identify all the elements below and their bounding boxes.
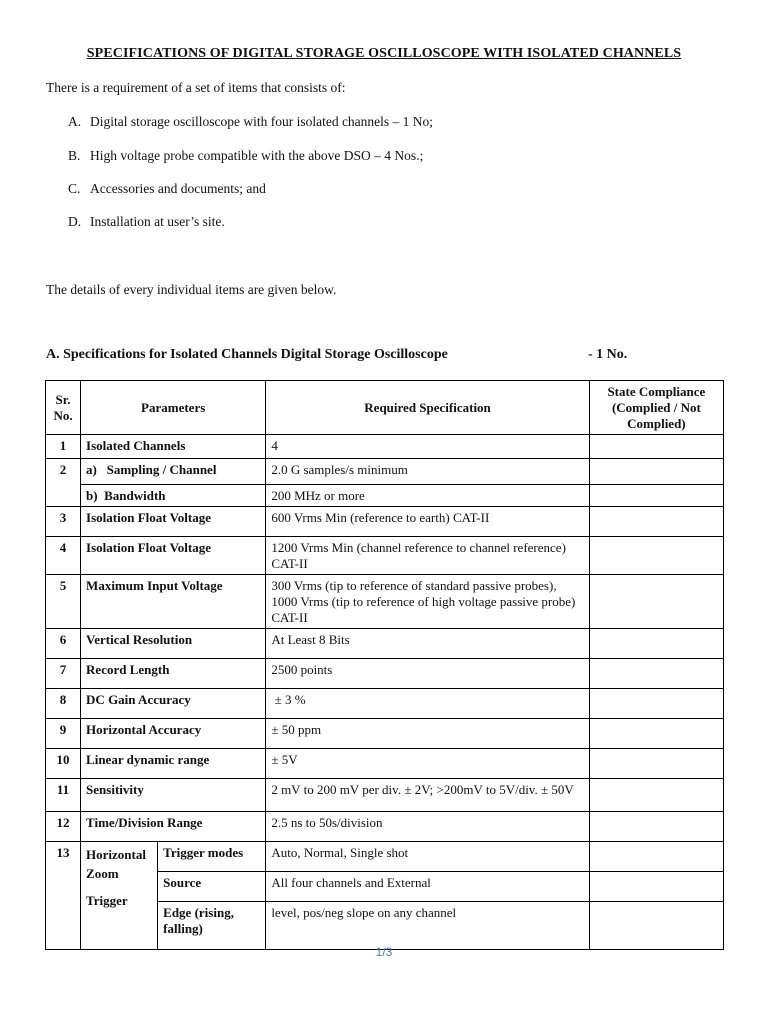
row-specification: 600 Vrms Min (reference to earth) CAT-II xyxy=(266,507,589,537)
table-row xyxy=(46,689,724,719)
row-sub-parameter: Edge (rising, falling) xyxy=(158,902,266,950)
row-sub-parameter: Source xyxy=(158,872,266,902)
row-specification: ± 5V xyxy=(266,749,589,779)
intro-text: There is a requirement of a set of items that consists of: xyxy=(46,80,346,95)
page-number: 1/3 xyxy=(375,945,393,959)
row-specification: At Least 8 Bits xyxy=(266,629,589,659)
table-row xyxy=(46,812,724,842)
table-row xyxy=(46,779,724,812)
requirement-item xyxy=(68,214,225,230)
row-sr-no: 3 xyxy=(46,507,81,537)
row-compliance-cell[interactable] xyxy=(589,872,723,902)
table-row xyxy=(46,629,724,659)
row-compliance-cell[interactable] xyxy=(589,689,723,719)
row-compliance-cell[interactable] xyxy=(589,719,723,749)
requirement-text: Digital storage oscilloscope with four isolated channels – 1 No; xyxy=(90,114,434,129)
table-row xyxy=(46,659,724,689)
row-specification: Auto, Normal, Single shot xyxy=(266,842,589,872)
requirement-item xyxy=(68,114,433,130)
row-compliance-cell[interactable] xyxy=(589,779,723,812)
row-sr-no: 1 xyxy=(46,435,81,459)
row-specification: 200 MHz or more xyxy=(266,485,589,507)
row-specification: 2.5 ns to 50s/division xyxy=(266,812,589,842)
group-label-zoom: Horizontal Zoom xyxy=(86,847,146,881)
table-row xyxy=(46,749,724,779)
row-parameter-group xyxy=(81,842,158,950)
table-row xyxy=(46,719,724,749)
row-compliance-cell[interactable] xyxy=(589,659,723,689)
section-quantity: - 1 No. xyxy=(588,347,628,362)
table-row xyxy=(46,459,724,485)
row-parameter: b) Bandwidth xyxy=(81,485,266,507)
row-sr-no: 5 xyxy=(46,575,81,629)
row-sr-no: 12 xyxy=(46,812,81,842)
table-row xyxy=(46,537,724,575)
row-specification: 300 Vrms (tip to reference of standard passive probes), 1000 Vrms (tip to reference of high voltage passive probe) CAT-II xyxy=(266,575,589,629)
row-parameter: Vertical Resolution xyxy=(81,629,266,659)
row-compliance-cell[interactable] xyxy=(589,537,723,575)
row-parameter: Time/Division Range xyxy=(81,812,266,842)
table-row xyxy=(46,485,724,507)
header-sr-no: Sr. No. xyxy=(46,381,81,435)
row-compliance-cell[interactable] xyxy=(589,902,723,950)
row-parameter: Maximum Input Voltage xyxy=(81,575,266,629)
row-sr-no: 11 xyxy=(46,779,81,812)
row-specification: All four channels and External xyxy=(266,872,589,902)
requirement-text: High voltage probe compatible with the above DSO – 4 Nos.; xyxy=(90,148,424,163)
row-compliance-cell[interactable] xyxy=(589,629,723,659)
row-sr-no: 6 xyxy=(46,629,81,659)
row-specification: 2500 points xyxy=(266,659,589,689)
requirement-item xyxy=(68,148,423,164)
row-specification: ± 50 ppm xyxy=(266,719,589,749)
row-compliance-cell[interactable] xyxy=(589,812,723,842)
requirement-letter: D. xyxy=(68,214,82,229)
row-specification: 1200 Vrms Min (channel reference to channel reference) CAT-II xyxy=(266,537,589,575)
table-row xyxy=(46,575,724,629)
specification-table xyxy=(45,380,724,950)
table-row xyxy=(46,435,724,459)
row-compliance-cell[interactable] xyxy=(589,749,723,779)
header-parameters: Parameters xyxy=(81,381,266,435)
row-sr-no: 4 xyxy=(46,537,81,575)
row-specification: ± 3 % xyxy=(266,689,589,719)
row-compliance-cell[interactable] xyxy=(589,459,723,485)
row-compliance-cell[interactable] xyxy=(589,507,723,537)
row-parameter: Isolated Channels xyxy=(81,435,266,459)
row-specification: 2 mV to 200 mV per div. ± 2V; >200mV to 5V/div. ± 50V xyxy=(266,779,589,812)
row-parameter: a) Sampling / Channel xyxy=(81,459,266,485)
section-heading: A. Specifications for Isolated Channels Digital Storage Oscilloscope xyxy=(46,347,448,362)
row-specification: level, pos/neg slope on any channel xyxy=(266,902,589,950)
row-parameter: Sensitivity xyxy=(81,779,266,812)
requirement-letter: B. xyxy=(68,148,81,163)
row-compliance-cell[interactable] xyxy=(589,842,723,872)
row-sub-parameter: Trigger modes xyxy=(158,842,266,872)
group-label-trigger: Trigger xyxy=(86,893,128,908)
row-parameter: Record Length xyxy=(81,659,266,689)
table-row xyxy=(46,507,724,537)
row-specification: 4 xyxy=(266,435,589,459)
requirement-text: Installation at user’s site. xyxy=(90,214,225,229)
row-sr-no: 8 xyxy=(46,689,81,719)
requirement-item xyxy=(68,181,266,197)
requirement-letter: A. xyxy=(68,114,82,129)
row-parameter: Linear dynamic range xyxy=(81,749,266,779)
row-sr-no: 13 xyxy=(46,842,81,950)
row-sr-no: 2 xyxy=(46,459,81,507)
row-compliance-cell[interactable] xyxy=(589,575,723,629)
table-row xyxy=(46,842,724,872)
row-parameter: Horizontal Accuracy xyxy=(81,719,266,749)
row-compliance-cell[interactable] xyxy=(589,485,723,507)
row-sr-no: 9 xyxy=(46,719,81,749)
details-text: The details of every individual items are given below. xyxy=(46,282,337,297)
header-required-specification: Required Specification xyxy=(266,381,589,435)
row-specification: 2.0 G samples/s minimum xyxy=(266,459,589,485)
requirement-text: Accessories and documents; and xyxy=(90,181,266,196)
table-header-row xyxy=(46,381,724,435)
row-parameter: Isolation Float Voltage xyxy=(81,507,266,537)
requirement-letter: C. xyxy=(68,181,81,196)
row-compliance-cell[interactable] xyxy=(589,435,723,459)
row-sr-no: 7 xyxy=(46,659,81,689)
row-parameter: DC Gain Accuracy xyxy=(81,689,266,719)
header-state-compliance: State Compliance (Complied / Not Complied) xyxy=(589,381,723,435)
row-parameter: Isolation Float Voltage xyxy=(81,537,266,575)
row-sr-no: 10 xyxy=(46,749,81,779)
document-title: SPECIFICATIONS OF DIGITAL STORAGE OSCILLOSCOPE WITH ISOLATED CHANNELS xyxy=(86,46,682,61)
